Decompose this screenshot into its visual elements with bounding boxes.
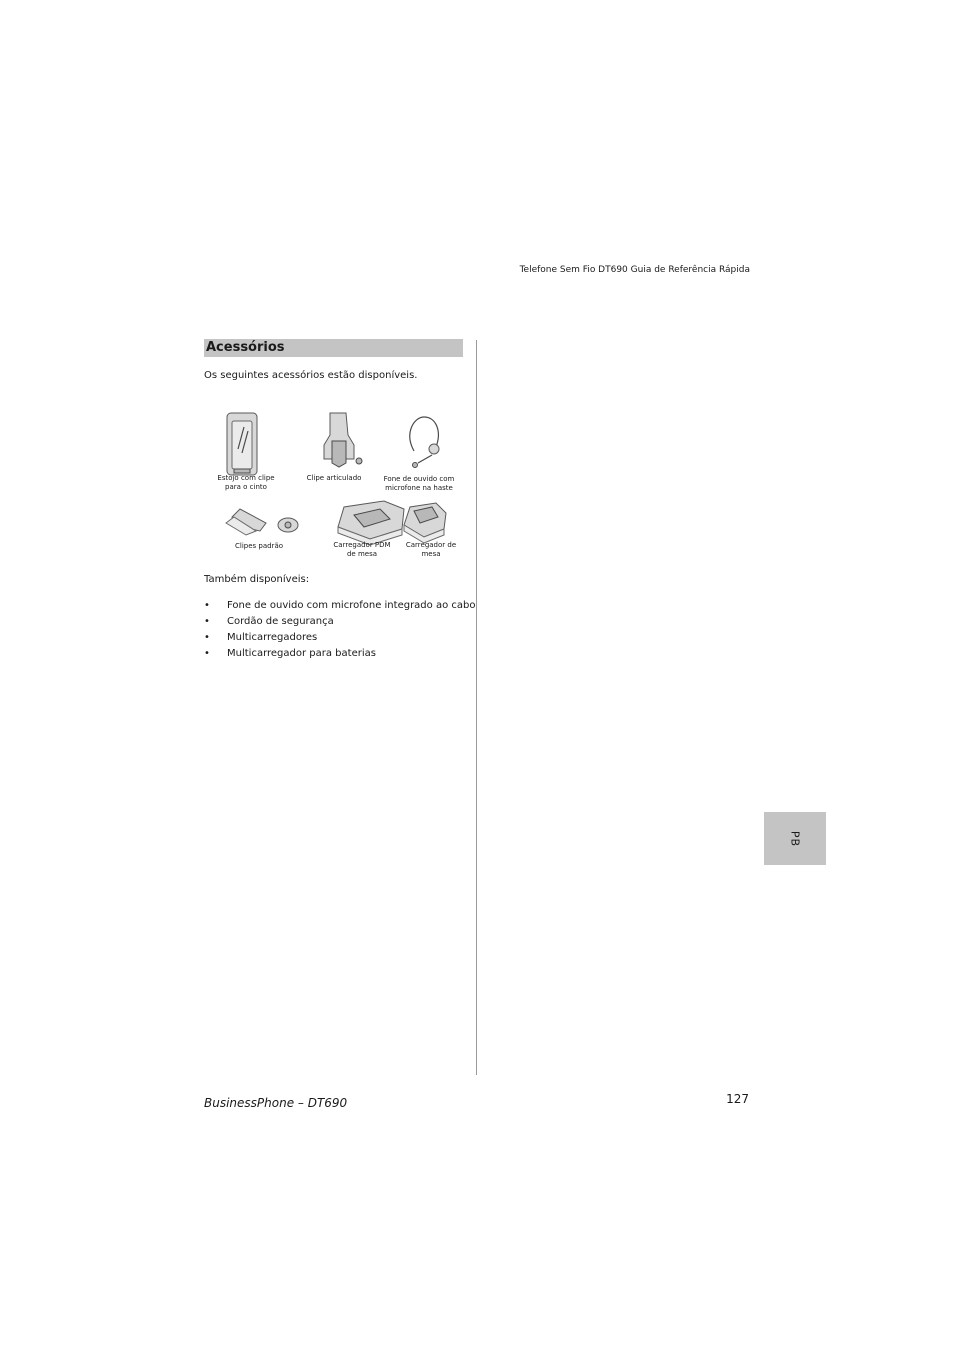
list-item: • Multicarregadores	[204, 630, 475, 646]
bullet-icon: •	[204, 600, 210, 611]
footer-product: BusinessPhone – DT690	[204, 1096, 348, 1110]
caption-swivel-clip: Clipe articulado	[306, 474, 362, 482]
bullet-icon: •	[204, 632, 210, 643]
list-item: • Multicarregador para baterias	[204, 646, 475, 662]
desk-charger-image	[404, 503, 446, 543]
list-item: • Fone de ouvido com microfone integrado ao cabo	[204, 598, 475, 614]
belt-case-image	[227, 413, 257, 475]
caption-desk-charger: Carregador de mesa	[405, 541, 457, 558]
also-available-list	[204, 598, 475, 662]
caption-standard-clips: Clipes padrão	[234, 542, 284, 550]
bullet-icon: •	[204, 648, 210, 659]
caption-pdm-charger: Carregador PDM de mesa	[333, 541, 391, 558]
caption-headset: Fone de ouvido com microfone na haste	[383, 475, 455, 492]
pdm-desk-charger-image	[338, 501, 404, 545]
language-tab	[764, 812, 826, 865]
section-title: Acessórios	[204, 339, 463, 357]
swivel-clip-image	[324, 413, 362, 467]
intro-text: Os seguintes acessórios estão disponíveis.	[204, 370, 418, 381]
page-number: 127	[726, 1092, 749, 1106]
also-available-label: Também disponíveis:	[204, 574, 310, 585]
headset-image	[410, 417, 439, 468]
bullet-icon: •	[204, 616, 210, 627]
column-divider	[476, 340, 477, 1075]
list-item: • Cordão de segurança	[204, 614, 475, 630]
standard-clips-image	[226, 509, 298, 535]
running-header: Telefone Sem Fio DT690 Guia de Referência Rápida	[519, 265, 750, 275]
caption-belt-case: Estojo com clipe para o cinto	[217, 474, 275, 491]
language-tab-label: PB	[788, 830, 802, 847]
